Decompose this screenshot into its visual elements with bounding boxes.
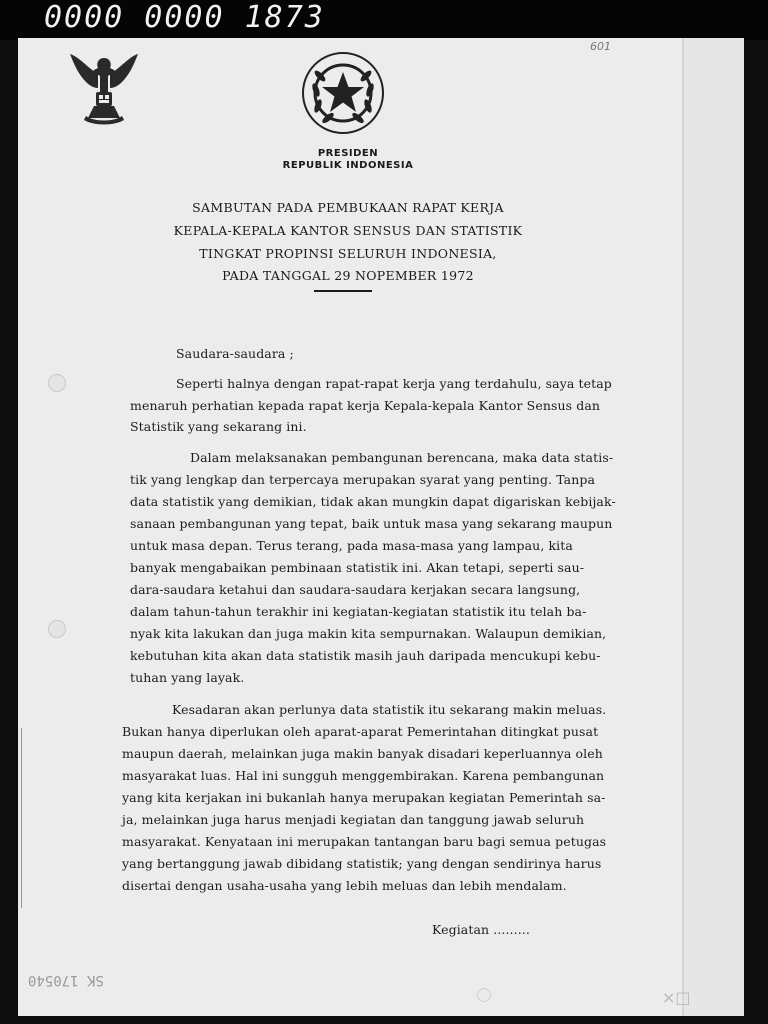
document-page bbox=[18, 38, 744, 1016]
text-line: dalam tahun-tahun terakhir ini kegiatan-kegiatan statistik itu telah ba- bbox=[130, 604, 587, 619]
text-line: maupun daerah, melainkan juga makin banyak disadari keperluannya oleh bbox=[122, 746, 603, 761]
presidential-seal-icon bbox=[300, 50, 386, 136]
punch-hole bbox=[48, 374, 66, 392]
text-line: disertai dengan usaha-usaha yang lebih meluas dan lebih mendalam. bbox=[122, 878, 567, 893]
archive-stamp: SK 170540 bbox=[28, 972, 104, 988]
text-line: Dalam melaksanakan pembangunan berencana, maka data statis- bbox=[190, 450, 614, 465]
text-line: banyak mengabaikan pembinaan statistik ini. Akan tetapi, seperti sau- bbox=[130, 560, 585, 575]
small-circle-mark bbox=[477, 988, 491, 1002]
continuation-catchword: Kegiatan ......... bbox=[432, 922, 530, 937]
text-line: menaruh perhatian kepada rapat kerja Kepala-kepala Kantor Sensus dan bbox=[130, 398, 601, 413]
letterhead-presiden: PRESIDEN bbox=[317, 148, 379, 159]
text-line: dara-saudara ketahui dan saudara-saudara kerjakan secara langsung, bbox=[130, 582, 581, 597]
text-line: Statistik yang sekarang ini. bbox=[130, 419, 307, 434]
text-line: Kesadaran akan perlunya data statistik itu sekarang makin meluas. bbox=[172, 702, 607, 717]
text-line: tik yang lengkap dan terpercaya merupakan syarat yang penting. Tanpa bbox=[130, 472, 596, 487]
text-line: masyarakat luas. Hal ini sungguh menggembirakan. Karena pembangunan bbox=[122, 768, 605, 783]
letterhead-republik: REPUBLIK INDONESIA bbox=[282, 160, 414, 171]
film-frame-number: 0000 0000 1873 bbox=[44, 0, 325, 35]
text-line: kebutuhan kita akan data statistik masih jauh daripada mencukupi kebu- bbox=[130, 648, 601, 663]
corner-mark: ×□ bbox=[662, 988, 691, 1007]
text-line: data statistik yang demikian, tidak akan mungkin dapat digariskan kebijak- bbox=[130, 494, 616, 509]
text-line: yang kita kerjakan ini bukanlah hanya merupakan kegiatan Pemerintah sa- bbox=[122, 790, 606, 805]
text-line: masyarakat. Kenyataan ini merupakan tantangan baru bagi semua petugas bbox=[122, 834, 607, 849]
text-line: Bukan hanya diperlukan oleh aparat-aparat Pemerintahan ditingkat pusat bbox=[122, 724, 599, 739]
text-line: nyak kita lakukan dan juga makin kita sempurnakan. Walaupun demikian, bbox=[130, 626, 607, 641]
text-line: ja, melainkan juga harus menjadi kegiatan dan tanggung jawab seluruh bbox=[122, 812, 585, 827]
salutation: Saudara-saudara ; bbox=[176, 346, 294, 361]
left-edge-shadow bbox=[18, 728, 22, 908]
text-line: yang bertanggung jawab dibidang statistik; yang dengan sendirinya harus bbox=[122, 856, 602, 871]
text-line: sanaan pembangunan yang tepat, baik untuk masa yang sekarang maupun bbox=[130, 516, 613, 531]
title-underline bbox=[314, 290, 372, 292]
page-fold-line bbox=[682, 38, 684, 1016]
speech-title-line-1: SAMBUTAN PADA PEMBUKAAN RAPAT KERJA bbox=[192, 200, 504, 215]
handwritten-margin-note: 601 bbox=[590, 40, 611, 53]
text-line: tuhan yang layak. bbox=[130, 670, 245, 685]
page-right-margin bbox=[684, 38, 744, 1016]
speech-title-line-3: TINGKAT PROPINSI SELURUH INDONESIA, bbox=[199, 246, 497, 261]
garuda-emblem-icon bbox=[64, 48, 144, 128]
text-line: untuk masa depan. Terus terang, pada masa-masa yang lampau, kita bbox=[130, 538, 573, 553]
speech-title-line-2: KEPALA-KEPALA KANTOR SENSUS DAN STATISTIK bbox=[173, 223, 523, 238]
text-line: Seperti halnya dengan rapat-rapat kerja yang terdahulu, saya tetap bbox=[176, 376, 612, 391]
punch-hole bbox=[48, 620, 66, 638]
film-header-bar bbox=[0, 0, 768, 40]
speech-title-line-4: PADA TANGGAL 29 NOPEMBER 1972 bbox=[222, 268, 474, 283]
